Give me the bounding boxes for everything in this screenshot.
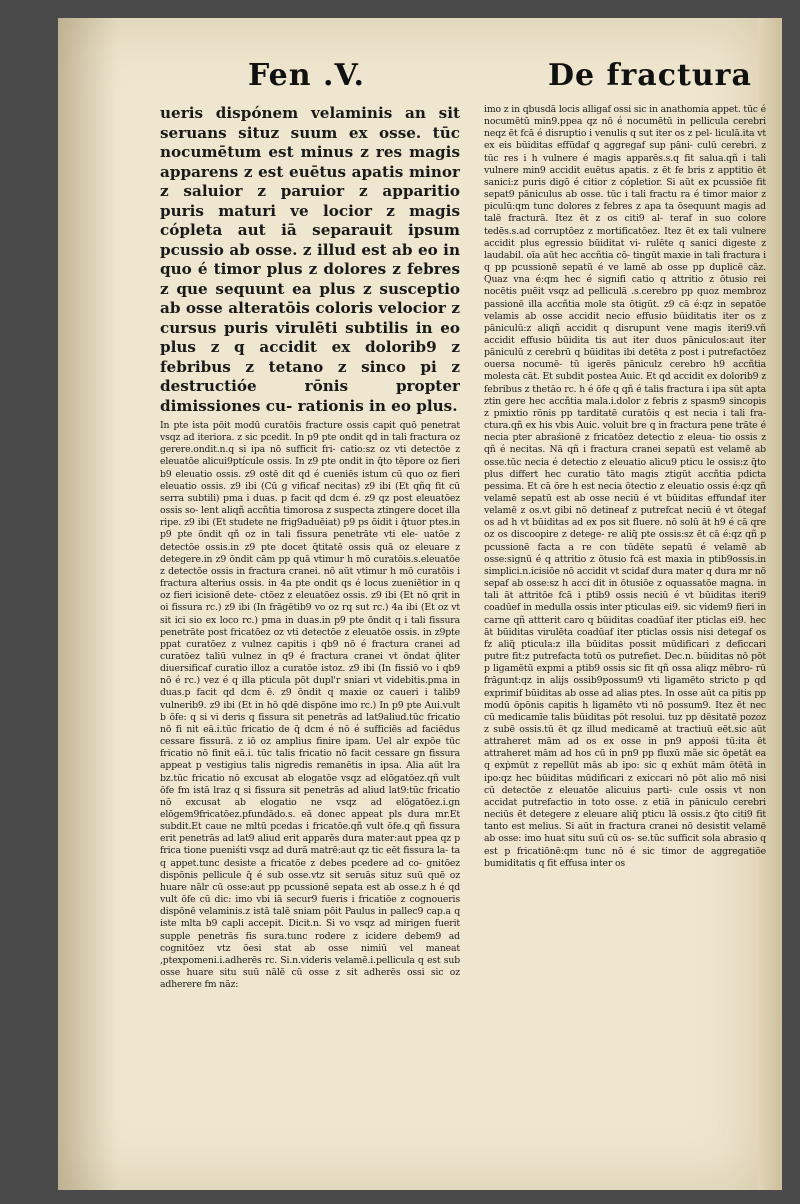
- right-column: [484, 104, 766, 1164]
- running-head-left: Fen .V.: [248, 58, 365, 93]
- running-head-right: De fractura: [548, 58, 752, 93]
- left-column-commentary: In pte ista pōit modū curatōis fracture ossis capit quō penetrat vsqz ad iteriora. z sic pcedit. In p9 pte ondit qd in tali fractura oz gerere.ondit.n.q si ipa nō sufficit fri- catio:sz oz vti detectōe z eleuatōe alicui9ptícule ossis. In z9 pte ondit in q̄to tēpore oz fieri b9 eleuatio ossis. z9 ostē dit qd é cueniēs istum cū quo oz fieri eleuatio ossis. z9 ibi (Cū g vificaf necitas) z9 ibi (Et qñq fit cū serra subtili) pma i duas. p facit qd dcm é. z9 qz post eleuatōez ossis so- lent aliqñ accñtia timorosa z suspecta ztingere docet illa ripe. z9 ibi (Et studete ne frig9aduēiat) p9 ps ōidit i q̄tuor ptes.in p9 pte ōndit qñ oz in tali fissura penetrāte vti ele- uatōe z detectōe ossis.in z9 pte docet q̄titatē ossis quā oz eleuare z detegere.in z9 ōndit cām pp quā vtimur h mō curatōis.s.eleuatōe z detectōe ossis in fractura cranei. nō aūt vtimur h mō curatōis i fractura alterius ossis. in 4a pte ondit qs é locus zueniētior in q oz fieri icisionē dete- ctōez z eleuatōez ossis. z9 ibi (Et nō qrit in oi fissura rc.) z9 ibi (In frāgētib9 vo oz rq sut rc.) 4a ibi (Et oz vt sit ici sio ex loco rc.) pma in duas.in p9 pte ōndit q i tali fissura penetrāte post fricatōez oz vti detectōe z eleuatōe ossis. in z9pte ppat curatōez z vulnez capitis i qb9 nō é fractura cranei ad curatōez taliū vulnez in q9 é fractura cranei vt ōndat q̄liter diuersificaf curatio illoz a curatōe istoz. z9 ibi (In fissiō vo i qb9 nō é rc.) vez é q illa pticula pōt dupl'r sniari vt videbitis.pma in duas.p facit qd dcm ē. z9 ōndit q maxie oz caueri i talib9 vulnerib9. z9 ibi (Et in hō qdē dispōne imo rc.) In p9 pte Aui.vult b ōfe: q si vi deris q fissura sit penetrās ad lat9aliud.tūc fricatio nō fi nit eā.i.tūc fricatio de q̄ dcm é nō é sufficiēs ad faciēdus cessare fissurā. z iō oz amplius finire ipam. Uel alr expōe tūc fricatio nō finit eā.i. tūc talis fricatio nō facit cessare gn fissura appeat p vestigius talis nigredis remanētis in ipsa. Alia aūt lra bz.tūc fricatio nō excusat ab elogatōe vsqz ad elōgatōez.qñ vult ōfe fm istā lraz q si fissura sit penetrās ad aliud lat9:tūc fricatio nō excusat ab elogatio ne vsqz ad elōgatōez.i.gn elōgem9fricatōez.pfundādo.s. eā donec appeat pls dura mr.Et subdit.Et caue ne mltū pcedas i fricatōe.qñ vult ōfe.q qñ fissura erit penetrās ad lat9 aliud erit apparēs dura mater:aut ppea qz p frica tione pueniśti vsqz ad durā matrē:aut qz tic eēt fissura la- ta q appet.tunc desiste a fricatōe z debes pcedere ad co- gnitōez dispōnis pellicule q̄ é sub osse.vtz sit seruās situz suū quē oz huare nālr cū osse:aut pp pcussionē sepata est ab osse.z h é qd vult ōfe cū dic: imo vbi iā secur9 fueris i fricatiōe z cognoueris dispōnē velaminis.z istā talē sniam pōit Paulus in pallec9 cap.a q iste mlta b9 capli accepit. Dicit.n. Si vo vsqz ad mirigen fuerit supple penetrās fis sura.tunc rodere z icidere debem9 ad cognitōez vtz ōesi stat ab osse nimiū vel maneat ,ptexpomeni.i.adherēs rc. Si.n.videris velamē.i.pellicula q est sub osse huare situ suū nālē cū osse z sit adherēs ossi sic oz adherere fm nāz:: [160, 420, 460, 991]
- right-column-commentary: imo z in qbusdā locis alligaf ossi sic in anathomia appet. tūc é nocumētū min9.ppea qz nō é nocumētū in pellicula cerebri neqz ēt fcā é disruptio i venulis q sut iter os z pel- liculā.ita vt ex eis būiditas effūdaf q aggregaf sup pāni- culū cerebri. z tūc res i h vulnere é magis apparēs.s.q fit salua.qñ i tali vulnere min9 accidit euētus apatis. z ēt fe bris z apptitio ēt sanici:z puris digō é citior z cópletior. Si aūt ex pcussiōe fit sepat9 pāniculus ab osse. tūc i tali fractu ra é timor maior z piculū:qm tunc dolores z febres z apa ta ōsequunt magis ad talē fracturā. Itez ēt z os citi9 al- teraf in suo colore tedēs.s.ad corruptōez z mortificatōez. Itez ēt ex tali vulnere accidit plus egressio būiditat vi- rulēte q sanici digeste z laudabil. oīa aūt hec accñtia cō- tingūt maxie in tali fractura i q pp pcussionē sepatū é ve lamē ab osse pp duplicē cāz. Quaz vna é:qm hec é signifi catio q attritio z ōtusio rei nocētis puēit vsqz ad pelliculā .s.cerebro pp quoz membroz passionē illa accñtia mole sta ōtigūt. z9 cā é:qz in sepatōe velamis ab osse accidit necio effusio būiditatis iter os z pāniculū:z aliqñ accidit q disrupunt vene magis iteri9.vñ accidit effusio būidita tis aut iter duos pāniculos:aut iter pāniculū z cerebrū q būiditas ibi detēta z post i putrefactōez ouersa nocumē- tū igerēs pāniculz cerebro h9 accñtia molesta cāt. Et subdit postea Auic. Et qd accidit ex dolorib9 z febribus z thetāo rc. h é ōfe q qñ é talis fractura i ipa sūt apta ztin gere hec accñtia mala.i.dolor z febris z spasm9 sincopis z pmixtio rōnis pp tarditatē curatōis q est necia i tali fra- ctura.qñ ex his vbis Auic. voluit bre q in fractura pene trāte é necia pter abraśionē z fricatōez detectio z eleua- tio ossis z qñ é necitas. Nā qñ i fractura cranei sepatū est velamē ab osse.tūc necia é detectio z eleuatio alicu9 pticu le ossis:z q̄to plus differt hec curatio tāto magis ztigūt accñtia pdicta pessima. Et cā ōre h est necia ōtectio z eleuatio ossis é:qz qñ velamē sepatū est ab osse neciū é vt būiditas effundaf iter velamē z os.vt gibi nō detineaf z putrefcat neciū é vt ōtegaf os ad h vt būiditas ad ex pos sit fluere. nō solū āt h9 é cā qre oz os discoopire z detege- re aliq̄ pte ossis:sz ēt cā é:qz qñ p pcussionē facta a re con tūdēte sepatū é velamē ab osse:signū é q attritio z ōtusio fcā est maxia in ptib9ossis.in simplici.n.icisiōe nō accidit vt scidaf dura mater q dura mr nō sepaf ab osse:sz h acci dit in ōtusiōe z oquassatōe magna. in tali āt attritōe fcā i ptib9 ossis neciū é vt būiditas iteri9 coadūef in medulla ossis inter pticulas ei9. sic videm9 fieri in carne qñ attterit caro q būiditas coadūaf iter pticlas ei9. hec āt būiditas virulēta coadūaf iter pticlas ossis nisi detegaf os fz aliq̄ pticula:z illa būiditas possit mūdificari z deficcari putre fit:z putrefacta totū os putrefiet. Dec.n. būiditas nō pōt p ligamētū expmi a ptib9 ossis sic fit qñ ossa aliqz mēbro- rū frāgunt:qz in alijs ossib9possum9 vti ligamēto stricto p qd exprimif būiditas ab osse ad alias ptes. In osse aūt ca pitis pp modū ōpōnis capitis h ligamēto vti nō possum9. Itez ēt nec cū medicamīe talis būiditas pōt resolui. tuz pp dēsitatē pozoz z subē ossis.tū ēt qz illud medicamē at tractiuū eēt.sic aūt attraheret mām ad os ex osse in pn9 appoṡi tū:ita ēt attraheret mām ad hos cū in pn9 pp fluxū mãe sic ōpetāt ea q exṗmūt z repellūt mās ab ipo: sic q exhūt mām ōtētā in ipo:qz hec būiditas mūdificari z exiccari nō pōt alio mō nisi cū detectōe z eleuatōe alicuius parti- cule ossis vt non accidat putrefactio in toto osse. z etiā in pāniculo cerebri neciūs ēt detegere z eleuare aliq̄ pticu lā ossis.z q̄to citi9 fit tanto est melius. Si aūt in fractura cranei nō desistit velamē ab osse: imo huat situ suū cū os- se.tūc sufficit sola abrasio q est p fricatiōnē:qm tunc nō é sic timor de aggregatiōe bumiditatis q fit effusa inter os: [484, 104, 766, 869]
- page-gutter-shadow: [58, 18, 118, 1190]
- left-column-lead-text: ueris dispónem velaminis an sit seruans situz suum ex osse. tūc nocumētum est minus z res magis apparens z est euētus apatis minor z saluior z paruior z apparitio puris maturi ve locior z magis cópleta aut iā separauit ipsum pcussio ab osse. z illud est ab eo in quo é timor plus z dolores z febres z que sequunt ea plus z susceptio ab osse alteratōis coloris velocior z cursus puris virulēti subtilis in eo plus z q accidit ex dolorib9 z febribus z tetano z sinco pi z destructióe rōnis propter dimissiones cu- rationis in eo plus.: [160, 104, 460, 415]
- left-column: [160, 104, 460, 1164]
